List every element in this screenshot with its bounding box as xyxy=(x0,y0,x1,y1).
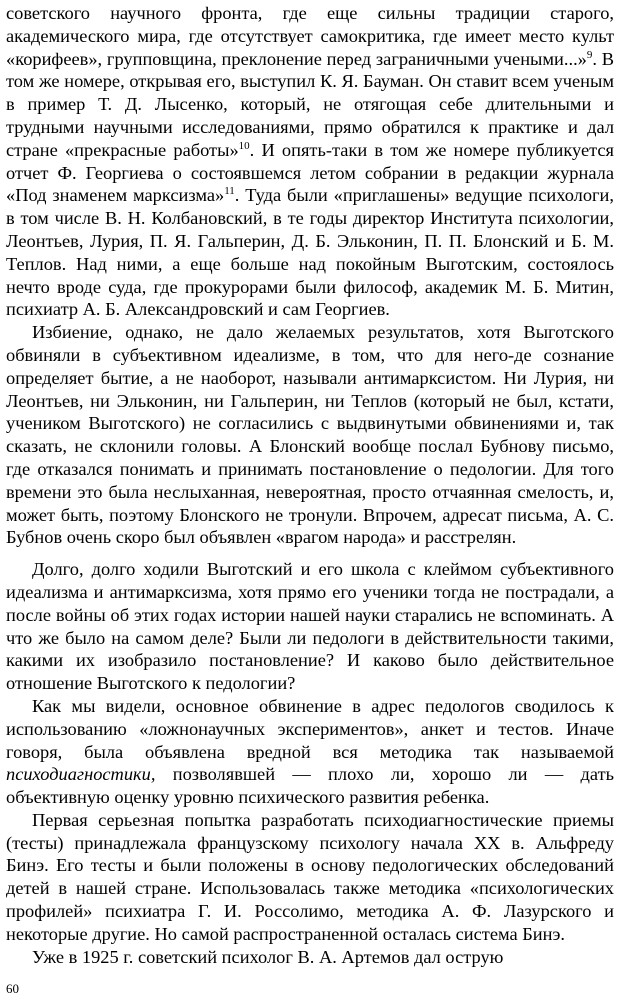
page-number: 60 xyxy=(6,981,19,996)
text-run: Как мы видели, основное обвинение в адрес педологов сводилось к использованию «ложнонаучных экспериментов», анкет и тестов. Иначе говоря, была объявлена вредной вся методика так называемой xyxy=(6,695,614,762)
text-run: позволявшей — плохо ли, хорошо ли — дать объективную оценку уровню психического развития ребенка. xyxy=(6,764,614,808)
text-run: . И опять-таки в том же номере публикуется отчет Ф. Георгиева о состоявшемся летом собрании в редакции журнала «Под знаменем марксизма» xyxy=(6,139,614,206)
paragraph xyxy=(6,2,614,321)
text-run: . Туда были «приглашены» ведущие психологи, в том числе В. Н. Колбановский, в те годы директор Института психологии, Леонтьев, Лурия, П. Я. Гальперин, Д. Б. Эльконин, П. П. Блонский и Б. М. Теплов. Над ними, а еще больше над покойным Выготским, состоялось нечто вроде суда, где прокурорами были философ, академик М. Б. Митин, психиатр А. Б. Александровский и сам Георгиев. xyxy=(6,185,614,320)
paragraph xyxy=(6,695,614,809)
text-run: Долго, долго ходили Выготский и его школа с клеймом субъективного идеализма и антимарксизма, хотя прямо его ученики тогда не пострадали, а после войны об этих годах истории нашей науки старались не вспоминать. А что же было на самом деле? Были ли педологи в действительности такими, какими их изобразило постановление? И каково было действительное отношение Выготского к педологии? xyxy=(6,559,614,694)
text-run: Первая серьезная попытка разработать психодиагностические приемы (тесты) принадлежала французскому психологу начала XX в. Альфреду Бинэ. Его тесты и были положены в основу педологических обследований детей в нашей стране. Использовалась также методика «психологических профилей» психиатра Г. И. Россолимо, методика А. Ф. Лазурского и некоторые другие. Но самой распространенной осталась система Бинэ. xyxy=(6,809,614,944)
footnote-marker: 9 xyxy=(586,48,593,61)
paragraph xyxy=(6,946,614,969)
footnote-marker: 10 xyxy=(238,139,250,152)
text-run: . В том же номере, открывая его, выступил К. Я. Бауман. Он ставит всем ученым в пример Т. Д. Лысенко, который, не отягощая себе длительными и трудными научными исследованиями, прямо обратился к практике и дал стране «прекрасные работы» xyxy=(6,48,615,160)
body-text xyxy=(6,2,614,968)
paragraph xyxy=(6,321,614,549)
footnote-marker: 11 xyxy=(224,185,235,198)
text-run: Уже в 1925 г. советский психолог В. А. Артемов дал острую xyxy=(32,946,504,967)
emphasis-text: психодиагностики, xyxy=(6,764,156,785)
text-run: советского научного фронта, где еще сильны традиции старого, академического мира, где отсутствует самокритика, где имеет место культ «корифеев», групповщина, преклонение перед заграничными учеными...» xyxy=(6,3,614,69)
paragraph xyxy=(6,809,614,946)
paragraph xyxy=(6,558,614,695)
text-run: Избиение, однако, не дало желаемых результатов, хотя Выготского обвиняли в субъективном идеализме, в том, что для него-де сознание определяет бытие, а не наоборот, называли антимарксистом. Ни Лурия, ни Леонтьев, ни Эльконин, ни Гальперин, ни Теплов (который не был, кстати, учеником Выготского) не согласились с выдвинутыми обвинениями и, так сказать, не склонили головы. А Блонский вообще послал Бубнову письмо, где отказался понимать и принимать постановление о педологии. Для того времени это была неслыханная, невероятная, просто отчаянная смелость, и, может быть, поэтому Блонского не тронули. Впрочем, адресат письма, А. С. Бубнов очень скоро был объявлен «врагом народа» и расстрелян. xyxy=(6,322,614,548)
